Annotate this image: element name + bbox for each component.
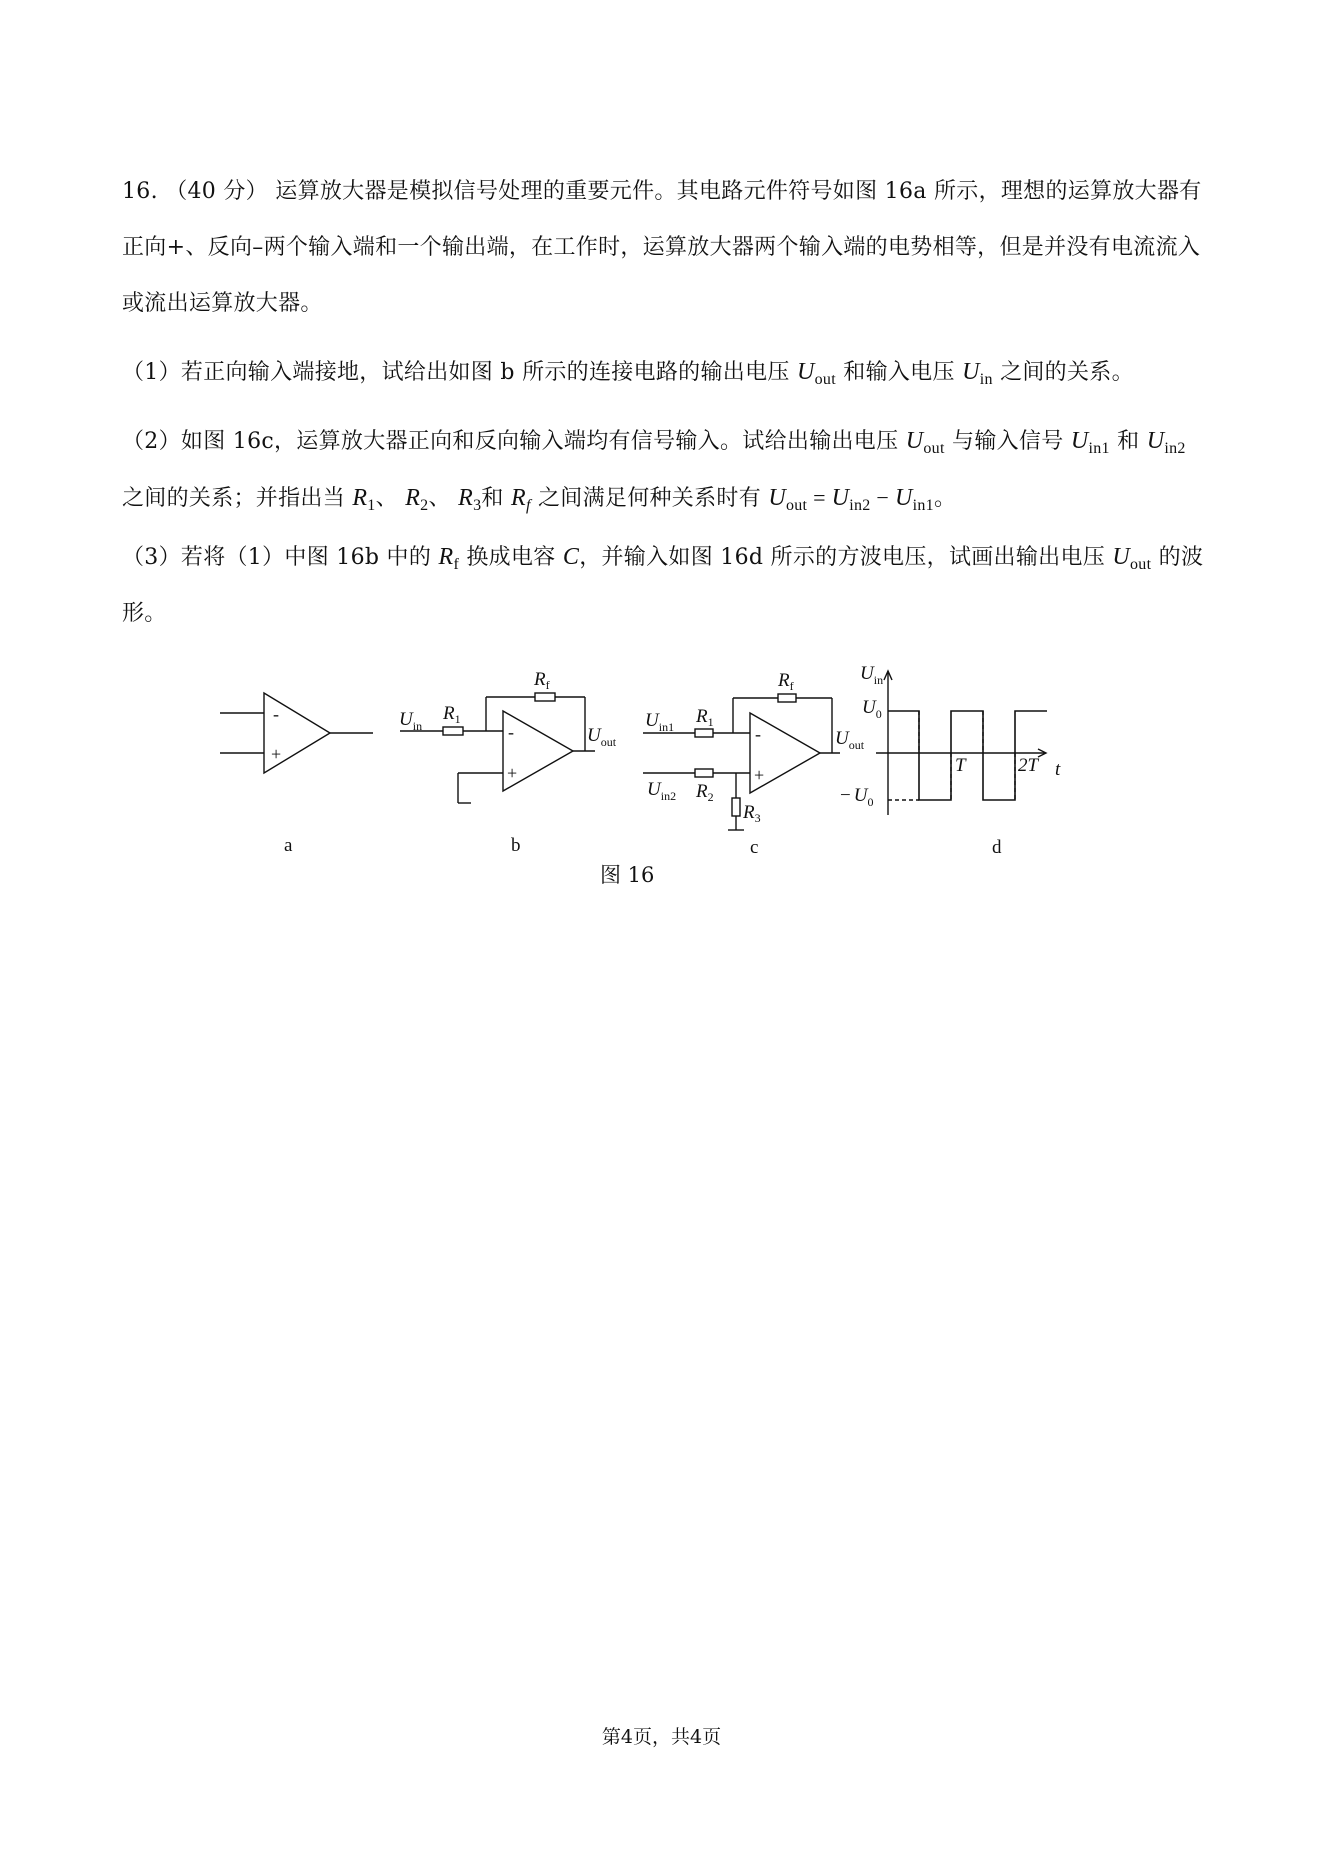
fig-c-r2-resistor [695,769,713,777]
figure-16 [200,655,1150,900]
fig-b-u-out-label: $U_{out}$ [587,725,617,749]
symbol-c: C [562,544,580,570]
symbol-u-out: $U_{out}$ [905,428,945,457]
fig-label-d: d [992,837,1002,858]
q2-text-b: 与输入信号 [952,429,1064,454]
intro-text-3: 两个输入端和一个输出端，在工作时，运算放大器两个输入端的电势相等，但是并没有电流流入或流出运算放大器。 [122,235,1201,316]
fig-c-r2-label: $R_2$ [696,781,714,804]
fig-b-plus-label: + [507,763,518,783]
fig-c-r1-resistor [695,729,713,737]
fig-d-u0-label: $U_0$ [862,697,882,721]
figure-caption: 图 16 [600,863,655,887]
q3-text-d: 的波形。 [122,545,1204,626]
q2-text-f: 、 [428,486,451,511]
q1-text-a: （1）若正向输入端接地，试给出如图 b 所示的连接电路的输出电压 [122,360,790,385]
fig-c-rf-resistor [778,694,796,702]
minus-sign: – [252,235,264,260]
q2-text-e: 、 [375,486,398,511]
equation-u-out: $U_{out} = U_{in2} - U_{in1}$ [768,485,934,514]
fig-d-neg-u0-label: − $U_0$ [840,785,874,809]
symbol-r2: $R_2$ [405,485,429,514]
fig-a-minus-label: - [273,704,279,724]
problem-points: （40 分） [165,179,268,204]
figure-16-drawing [200,655,1150,900]
fig-c-minus-label: - [755,724,761,744]
fig-c-rf-label: $R_f$ [778,670,794,693]
fig-c-r1-label: $R_1$ [696,706,714,729]
symbol-r1: $R_1$ [352,485,376,514]
question-1 [122,344,1212,401]
fig-a-plus-label: + [271,744,282,764]
fig-c-u-out-label: $U_{out}$ [835,728,865,752]
fig-c-circuit [643,694,840,830]
q2-text-i: 。 [933,486,957,511]
fig-b-rf-label: $R_f$ [534,669,550,692]
fig-a-opamp [220,693,373,773]
fig-c-r3-label: $R_3$ [743,802,761,825]
fig-d-2t-tick-label: 2T [1018,755,1039,776]
fig-d-axes [876,671,1046,815]
fig-c-r3-resistor [732,798,740,816]
q2-text-a: （2）如图 16c，运算放大器正向和反向输入端均有信号输入。试给出输出电压 [122,429,899,454]
fig-b-u-in-label: $U_{in}$ [399,709,423,733]
q2-text-h: 之间满足何种关系时有 [538,486,762,511]
fig-b-r1-label: $R_1$ [443,703,461,726]
q3-text-c: ，并输入如图 16d 所示的方波电压，试画出输出电压 [579,545,1106,570]
symbol-u-in2: $U_{in2}$ [1146,428,1186,457]
symbol-u-out: $U_{out}$ [1112,544,1152,573]
q2-text-c: 和 [1117,429,1140,454]
q2-text-d: 之间的关系；并指出当 [122,486,346,511]
problem-16 [122,164,1212,642]
fig-b-minus-label: - [508,722,514,742]
symbol-rf: $R_f$ [510,485,531,514]
plus-sign: + [166,235,186,260]
question-3 [122,529,1212,642]
fig-d-t-tick-label: T [955,755,966,776]
fig-b-circuit [400,693,595,803]
fig-c-u-in1-label: $U_{in1}$ [645,710,675,734]
question-2 [122,413,1212,527]
fig-label-a: a [284,835,293,856]
q1-text-b: 和输入电压 [843,360,955,385]
symbol-rf: $R_f$ [438,544,460,573]
intro-text-2: 、反向 [185,235,253,260]
symbol-u-out: $U_{out}$ [796,359,836,388]
symbol-u-in1: $U_{in1}$ [1070,428,1110,457]
fig-b-r1-resistor [443,727,463,735]
fig-c-plus-label: + [754,765,765,785]
q3-text-a: （3）若将（1）中图 16b 中的 [122,545,432,570]
fig-c-u-in2-label: $U_{in2}$ [647,779,677,803]
q3-text-b: 换成电容 [466,545,556,570]
fig-d-t-axis-label: t [1055,759,1061,780]
symbol-u-in: $U_{in}$ [962,359,993,388]
fig-b-rf-resistor [535,693,555,701]
q1-text-c: 之间的关系。 [1000,360,1134,385]
problem-number: 16. [122,179,158,204]
problem-intro [122,164,1212,332]
page-footer: 第4页，共4页 [601,1726,722,1748]
q2-text-g: 和 [481,486,504,511]
fig-label-c: c [750,837,759,858]
intro-text-1: 运算放大器是模拟信号处理的重要元件。其电路元件符号如图 16a 所示，理想的运算放大器有正向 [122,179,1202,260]
fig-d-u-in-axis-label: $U_{in}$ [860,663,884,687]
symbol-r3: $R_3$ [458,485,482,514]
fig-label-b: b [511,835,521,856]
